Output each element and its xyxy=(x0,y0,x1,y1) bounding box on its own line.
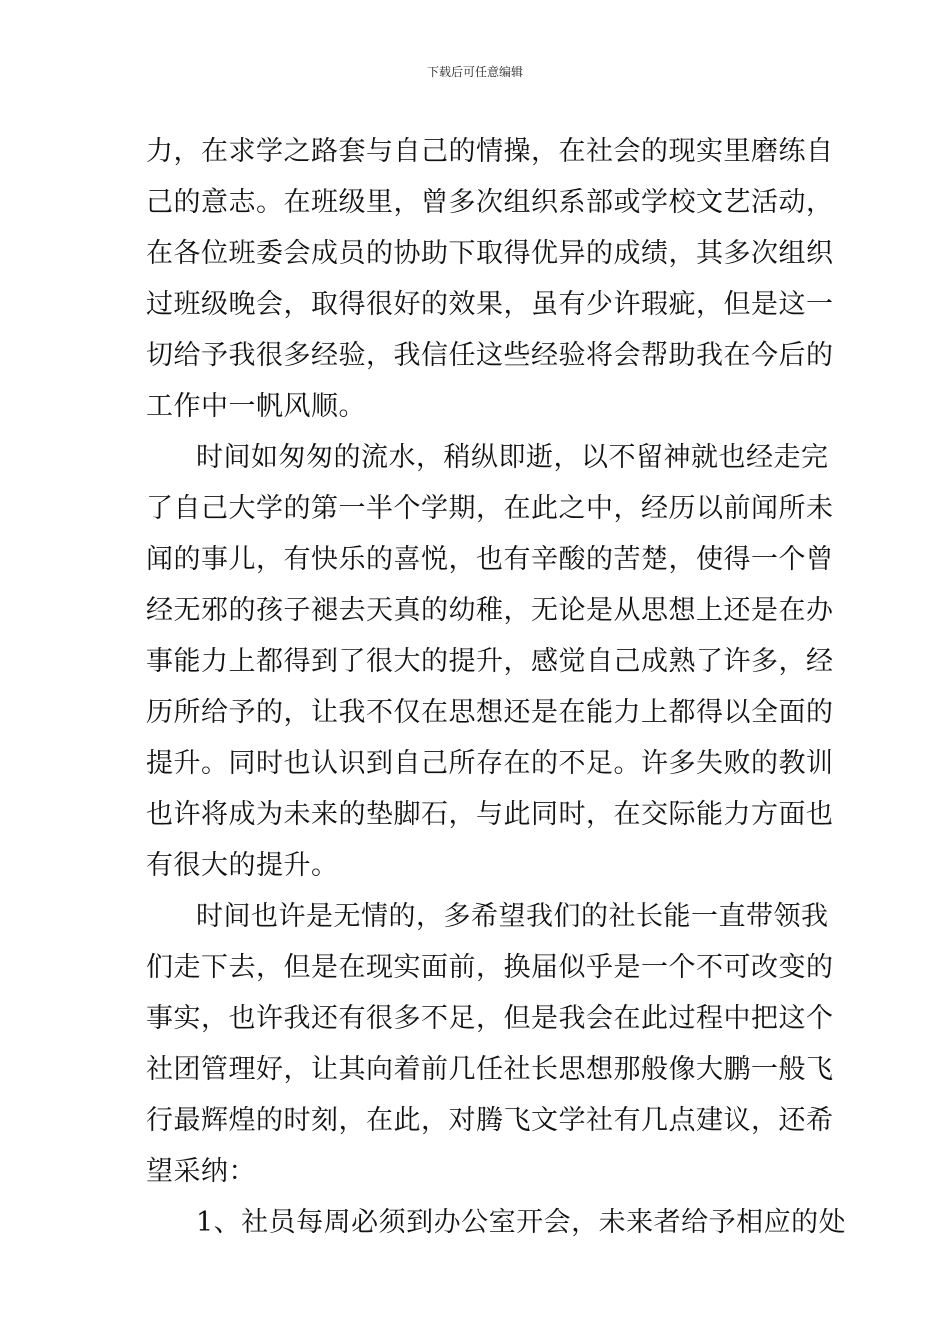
paragraph-line: 们走下去，但是在现实面前，换届似乎是一个不可改变的 xyxy=(146,952,834,983)
paragraph-line: 行最辉煌的时刻，在此，对腾飞文学社有几点建议，还希 xyxy=(146,1105,834,1136)
paragraph-first-line: 时间如匆匆的流水，稍纵即逝，以不留神就也经走完 xyxy=(196,442,829,473)
list-item-line: 1、社员每周必须到办公室开会，未来者给予相应的处 xyxy=(196,1207,847,1238)
paragraph-line: 在各位班委会成员的协助下取得优异的成绩，其多次组织 xyxy=(146,238,834,269)
paragraph-first-line: 时间也许是无情的，多希望我们的社长能一直带领我 xyxy=(196,901,829,932)
paragraph-line: 工作中一帆风顺。 xyxy=(146,391,366,422)
paragraph-line: 过班级晚会，取得很好的效果，虽有少许瑕疵，但是这一 xyxy=(146,289,834,320)
paragraph-line: 望采纳： xyxy=(146,1156,256,1187)
header-note: 下载后可任意编辑 xyxy=(426,65,523,79)
paragraph-line: 历所给予的，让我不仅在思想还是在能力上都得以全面的 xyxy=(146,697,834,728)
paragraph-line: 了自己大学的第一半个学期，在此之中，经历以前闻所未 xyxy=(146,493,834,524)
paragraph-line: 社团管理好，让其向着前几任社长思想那般像大鹏一般飞 xyxy=(146,1054,834,1085)
paragraph-line: 力，在求学之路套与自己的情操，在社会的现实里磨练自 xyxy=(146,136,834,167)
paragraph-line: 也许将成为未来的垫脚石，与此同时，在交际能力方面也 xyxy=(146,799,834,830)
paragraph-line: 经无邪的孩子褪去天真的幼稚，无论是从思想上还是在办 xyxy=(146,595,834,626)
paragraph-line: 提升。同时也认识到自己所存在的不足。许多失败的教训 xyxy=(146,748,834,779)
paragraph-line: 事能力上都得到了很大的提升，感觉自己成熟了许多，经 xyxy=(146,646,834,677)
paragraph-line: 有很大的提升。 xyxy=(146,850,339,881)
paragraph-line: 闻的事儿，有快乐的喜悦，也有辛酸的苦楚，使得一个曾 xyxy=(146,544,834,575)
paragraph-line: 事实，也许我还有很多不足，但是我会在此过程中把这个 xyxy=(146,1003,834,1034)
paragraph-line: 己的意志。在班级里，曾多次组织系部或学校文艺活动， xyxy=(146,187,834,218)
paragraph-line: 切给予我很多经验，我信任这些经验将会帮助我在今后的 xyxy=(146,340,834,371)
